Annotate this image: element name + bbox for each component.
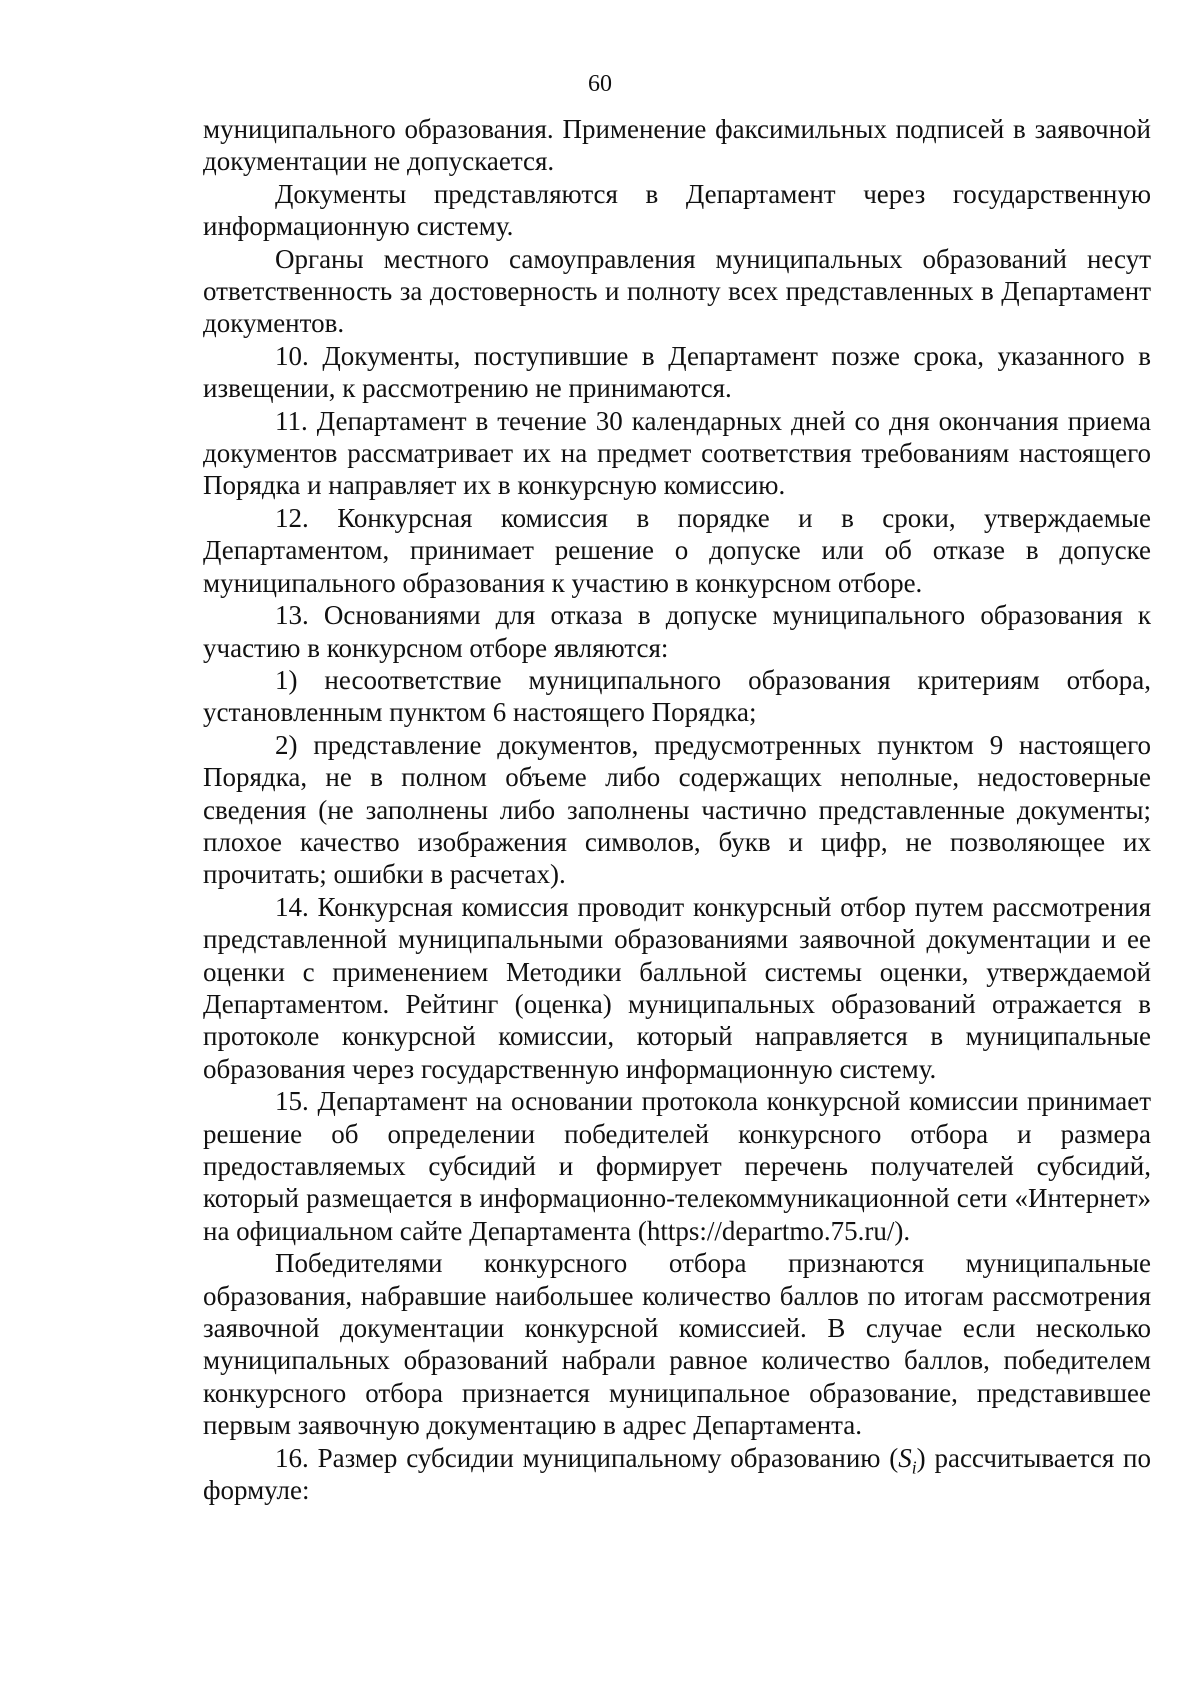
paragraph-documents-submission: Документы представляются в Департамент через государственную информационную систему.	[203, 178, 1151, 242]
paragraph-local-government-responsibility: Органы местного самоуправления муниципальных образований несут ответственность за достоверность и полноту всех представленных в Департамент документов.	[203, 243, 1151, 339]
document-body	[203, 113, 1151, 1506]
page-number: 60	[588, 71, 612, 97]
paragraph-item-10: 10. Документы, поступившие в Департамент позже срока, указанного в извещении, к рассмотрению не принимаются.	[203, 340, 1151, 404]
paragraph-item-13-sub-1: 1) несоответствие муниципального образования критериям отбора, установленным пунктом 6 настоящего Порядка;	[203, 664, 1151, 728]
paragraph-item-13: 13. Основаниями для отказа в допуске муниципального образования к участию в конкурсном отборе являются:	[203, 600, 1151, 663]
paragraph-item-15: 15. Департамент на основании протокола конкурсной комиссии принимает решение об определении победителей конкурсного отбора и размера предоставляемых субсидий и формирует перечень получателей субсидий, который размещается в информационно-телекоммуникационной сети «Интернет» на официальном сайте Департамента (https://departmo.75.ru/).	[203, 1086, 1151, 1246]
subsidy-symbol-subscript: i	[911, 1457, 917, 1478]
subsidy-symbol-letter: S	[898, 1442, 912, 1473]
paragraph-winners: Победителями конкурсного отбора признаются муниципальные образования, набравшие наибольшее количество баллов по итогам рассмотрения заявочной документации конкурсной комиссией. В случае если несколько муниципальных образований набрали равное количество баллов, победителем конкурсного отбора признается муниципальное образование, представившее первым заявочную документацию в адрес Департамента.	[203, 1248, 1151, 1441]
paragraph-item-11: 11. Департамент в течение 30 календарных дней со дня окончания приема документов рассматривает их на предмет соответствия требованиям настоящего Порядка и направляет их в конкурсную комиссию.	[203, 405, 1151, 501]
paragraph-item-16	[203, 1442, 1151, 1507]
paragraph-continuation: муниципального образования. Применение факсимильных подписей в заявочной документации не допускается.	[203, 114, 1151, 177]
paragraph-item-12: 12. Конкурсная комиссия в порядке и в сроки, утверждаемые Департаментом, принимает решение о допуске или об отказе в допуске муниципального образования к участию в конкурсном отборе.	[203, 502, 1151, 598]
subsidy-symbol	[898, 1442, 917, 1478]
item-16-text-after: ) рассчитывается по формуле:	[203, 1442, 1151, 1506]
item-16-text-before: 16. Размер субсидии муниципальному образованию (	[275, 1442, 899, 1473]
paragraph-item-13-sub-2: 2) представление документов, предусмотренных пунктом 9 настоящего Порядка, не в полном объеме либо содержащих неполные, недостоверные сведения (не заполнены либо заполнены частично представленные документы; плохое качество изображения символов, букв и цифр, не позволяющее их прочитать; ошибки в расчетах).	[203, 729, 1151, 890]
paragraph-item-14: 14. Конкурсная комиссия проводит конкурсный отбор путем рассмотрения представленной муниципальными образованиями заявочной документации и ее оценки с применением Методики балльной системы оценки, утверждаемой Департаментом. Рейтинг (оценка) муниципальных образований отражается в протоколе конкурсной комиссии, который направляется в муниципальные образования через государственную информационную систему.	[203, 891, 1151, 1084]
